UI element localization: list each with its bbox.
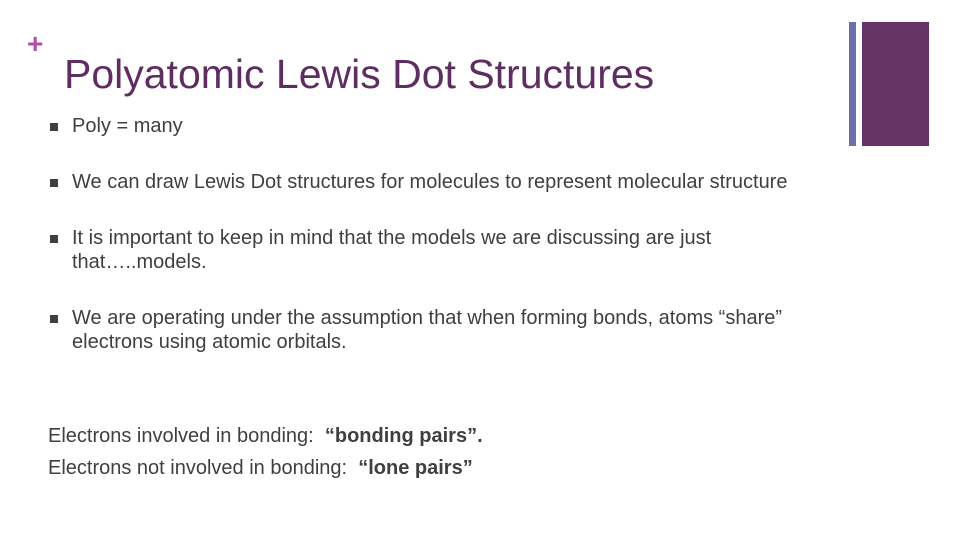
square-bullet-icon [50, 179, 58, 187]
bullet-item [48, 306, 848, 354]
definition-label: Electrons not involved in bonding: [48, 457, 348, 479]
slide-title: Polyatomic Lewis Dot Structures [64, 51, 655, 97]
bullet-text: It is important to keep in mind that the models we are discussing are just that…..models. [72, 227, 712, 273]
square-bullet-icon [50, 315, 58, 323]
bullet-list [48, 114, 848, 354]
definition-label: Electrons involved in bonding: [48, 425, 314, 447]
bullet-item [48, 114, 848, 138]
bullet-text: We can draw Lewis Dot structures for molecules to represent molecular structure [72, 171, 788, 193]
accent-bar-thick [862, 22, 929, 146]
bonding-pairs-definition [48, 424, 908, 448]
accent-bar-thin [849, 22, 856, 146]
title-plus-mark: + [27, 28, 44, 59]
bullet-text: We are operating under the assumption that when forming bonds, atoms “share” electrons using atomic orbitals. [72, 307, 783, 353]
bullet-item [48, 170, 848, 194]
square-bullet-icon [50, 123, 58, 131]
bullet-item [48, 226, 848, 274]
square-bullet-icon [50, 235, 58, 243]
lone-pairs-definition [48, 456, 908, 480]
bullet-text: Poly = many [72, 115, 183, 137]
definition-term: “bonding pairs”. [324, 425, 483, 447]
definitions-block [48, 424, 908, 480]
definition-term: “lone pairs” [358, 457, 473, 479]
